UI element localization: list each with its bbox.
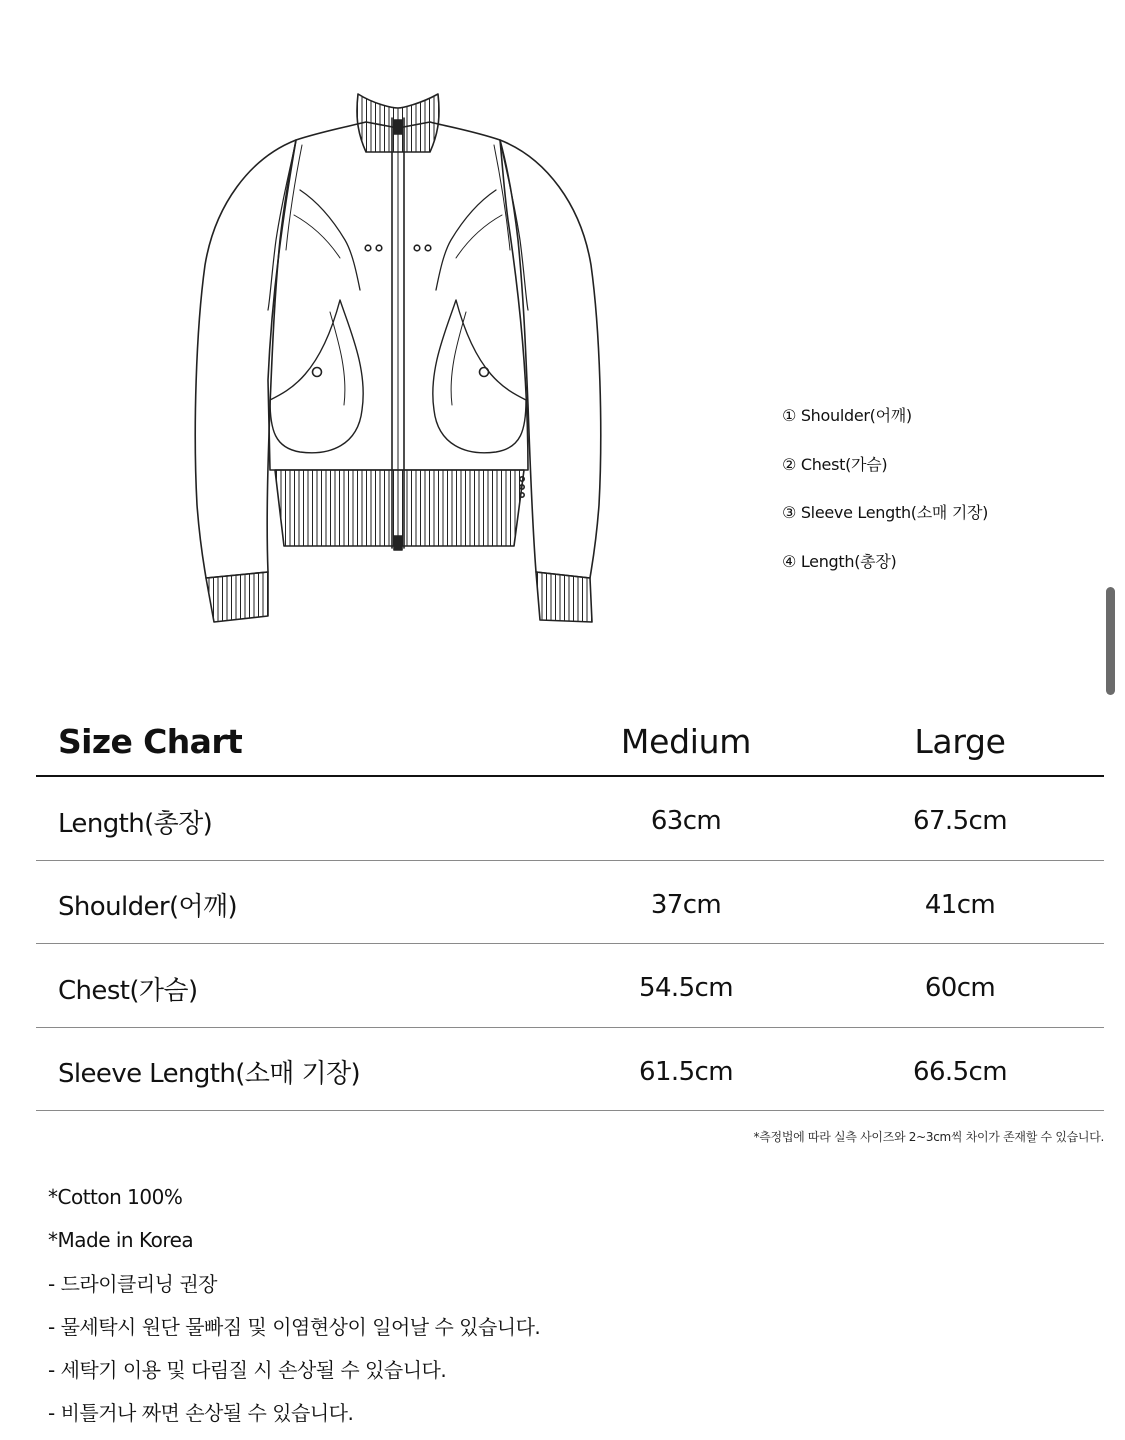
legend-item-sleeve-length: ③ Sleeve Length(소매 기장) bbox=[782, 503, 989, 522]
right-pocket bbox=[433, 300, 526, 453]
right-cuff bbox=[536, 572, 592, 622]
row-label: Chest(가슴) bbox=[58, 975, 198, 1006]
measurement-note: *측정법에 따라 실측 사이즈와 2~3cm씩 차이가 존재할 수 있습니다. bbox=[753, 1130, 1104, 1144]
care-line-water-wash: - 물세탁시 원단 물빠짐 및 이염현상이 일어날 수 있습니다. bbox=[48, 1314, 541, 1339]
medium-value: 54.5cm bbox=[639, 973, 733, 1004]
care-line-wring: - 비틀거나 짜면 손상될 수 있습니다. bbox=[48, 1401, 354, 1426]
large-value: 41cm bbox=[924, 889, 996, 920]
care-line-dry-clean: - 드라이클리닝 권장 bbox=[48, 1271, 217, 1296]
row-label: Length(총장) bbox=[58, 808, 213, 839]
legend-item-length: ④ Length(총장) bbox=[782, 551, 897, 571]
jacket-illustration bbox=[180, 80, 620, 640]
care-line-origin: *Made in Korea bbox=[48, 1228, 194, 1253]
size-chart-table bbox=[36, 708, 1104, 1111]
care-instructions bbox=[48, 1180, 540, 1440]
large-value: 60cm bbox=[924, 973, 996, 1004]
legend-item-shoulder: ① Shoulder(어깨) bbox=[782, 406, 912, 425]
hem-rib bbox=[275, 470, 524, 546]
column-header-large: Large bbox=[914, 722, 1006, 761]
row-label: Shoulder(어깨) bbox=[58, 892, 238, 923]
measurement-legend bbox=[782, 403, 988, 597]
care-line-material: *Cotton 100% bbox=[48, 1185, 183, 1209]
table-header bbox=[36, 708, 1104, 777]
column-header-medium: Medium bbox=[620, 722, 752, 761]
table-row bbox=[36, 944, 1104, 1028]
left-cuff bbox=[206, 572, 268, 622]
medium-value: 63cm bbox=[650, 806, 722, 837]
scrollbar-thumb[interactable] bbox=[1106, 587, 1115, 695]
large-value: 66.5cm bbox=[913, 1056, 1007, 1087]
legend-item-chest: ② Chest(가슴) bbox=[782, 454, 888, 474]
table-row bbox=[36, 861, 1104, 945]
large-value: 67.5cm bbox=[913, 806, 1007, 837]
care-line-machine-iron: - 세탁기 이용 및 다림질 시 손상될 수 있습니다. bbox=[48, 1358, 447, 1383]
row-label: Sleeve Length(소매 기장) bbox=[58, 1059, 361, 1090]
table-title: Size Chart bbox=[58, 722, 243, 761]
medium-value: 61.5cm bbox=[639, 1056, 733, 1087]
medium-value: 37cm bbox=[650, 889, 722, 920]
table-row bbox=[36, 1028, 1104, 1112]
table-row bbox=[36, 777, 1104, 861]
